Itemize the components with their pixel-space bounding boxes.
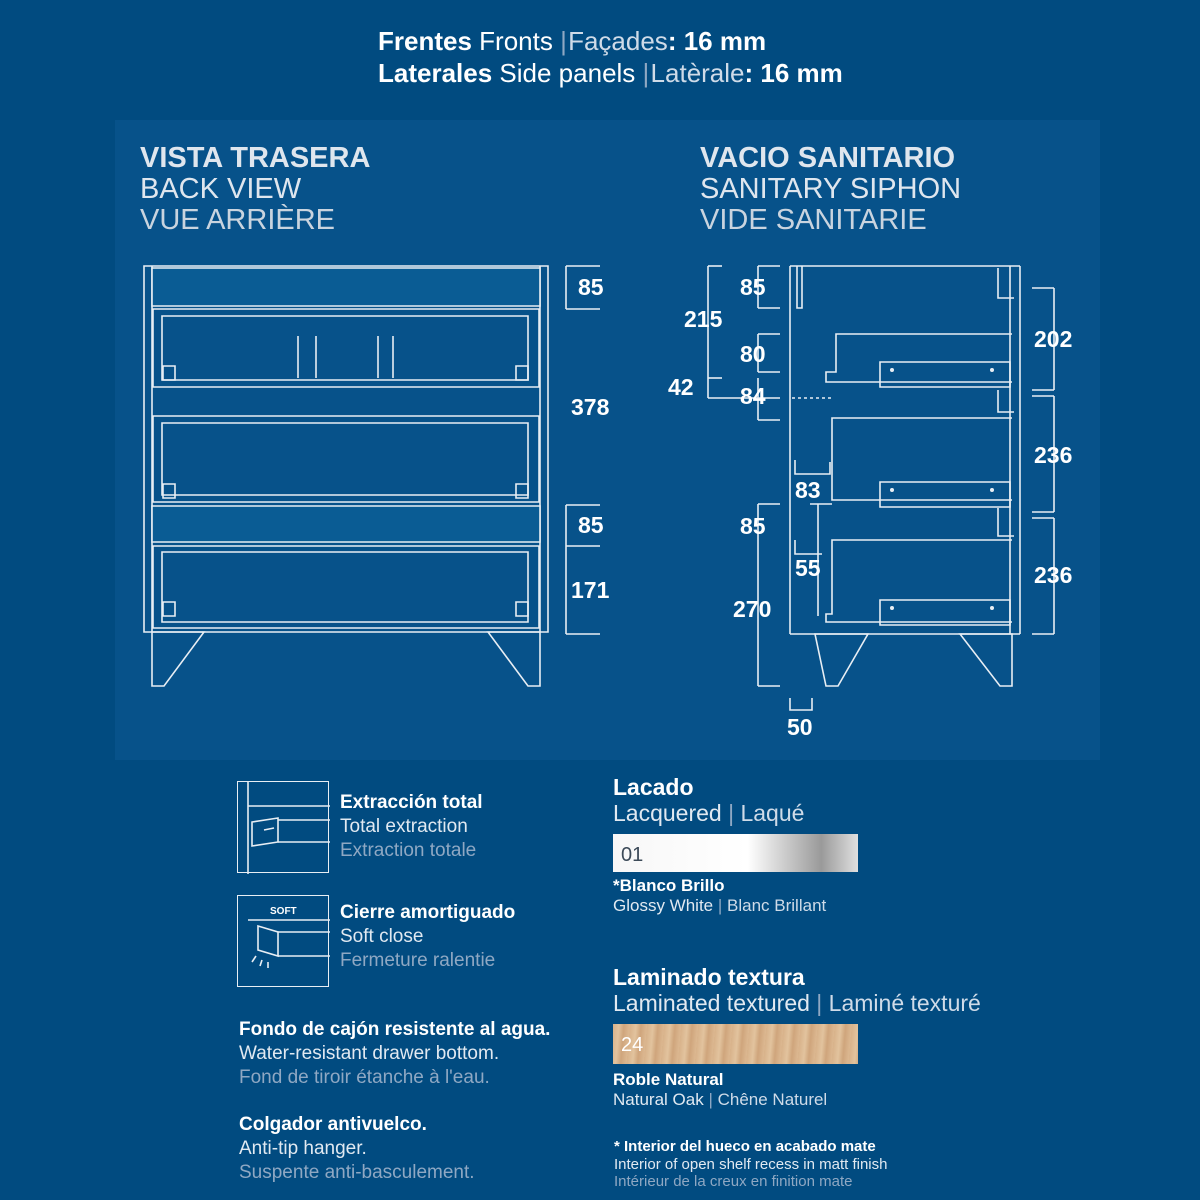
finish-laminated: [613, 964, 1043, 1110]
footnote-es: * Interior del hueco en acabado mate: [614, 1138, 876, 1155]
finish-2-subtitle: [613, 990, 1043, 1016]
siphon-leg-left: [815, 634, 868, 686]
siphon-dim-42: 42: [668, 374, 694, 400]
fronts-value: : 16 mm: [667, 26, 767, 56]
back-dim-85-top: 85: [578, 274, 604, 300]
fronts-sep: |: [560, 26, 567, 56]
siphon-dim-55: 55: [795, 555, 821, 581]
finish-lacquered: [613, 774, 1013, 916]
swatch-natural-oak: [613, 1024, 858, 1064]
finish-1-sub-fr: Laqué: [740, 800, 805, 826]
finish-1-name-fr: Blanc Brillant: [727, 896, 827, 915]
back-dim-171: 171: [571, 577, 610, 603]
side-en: Side panels: [499, 58, 636, 88]
finish-2-sep: |: [816, 990, 823, 1016]
siphon-dim-236-a: 236: [1034, 442, 1073, 468]
back-view-title-es: VISTA TRASERA: [140, 142, 371, 174]
finish-1-subtitle: [613, 800, 1013, 826]
soft-label: SOFT: [270, 906, 297, 917]
siphon-dim-80: 80: [740, 341, 766, 367]
finish-2-sub-fr: Laminé texturé: [828, 990, 981, 1016]
siphon-dim-236-b: 236: [1034, 562, 1073, 588]
finish-2-name-fr: Chêne Naturel: [717, 1090, 828, 1109]
finish-1-name-en: Glossy White: [613, 896, 714, 915]
note-anti-tip: [239, 1113, 475, 1185]
siphon-title-en: SANITARY SIPHON: [700, 173, 962, 205]
finish-1-sep: |: [728, 800, 735, 826]
siphon-dim-84: 84: [740, 383, 766, 409]
fronts-es: Frentes: [378, 26, 472, 56]
finish-2-name-en: Natural Oak: [613, 1090, 704, 1109]
swatch-2-code: 24: [621, 1034, 644, 1056]
note-1-fr: Fond de tiroir étanche à l'eau.: [239, 1067, 490, 1088]
footnote-fr: Intérieur de la creux en finition mate: [614, 1173, 853, 1190]
back-dim-85-mid: 85: [578, 512, 604, 538]
note-2-fr: Suspente anti-basculement.: [239, 1162, 475, 1183]
side-value: : 16 mm: [744, 58, 843, 88]
finish-1-sub-en: Lacquered: [613, 800, 722, 826]
full-extraction-icon: [237, 781, 329, 873]
footnote-en: Interior of open shelf recess in matt finish: [614, 1156, 888, 1173]
side-es: Laterales: [378, 58, 493, 88]
back-dim-378: 378: [571, 394, 610, 420]
note-1-es: Fondo de cajón resistente al agua.: [239, 1019, 551, 1040]
finish-1-heading: Lacado: [613, 774, 694, 800]
siphon-dim-83: 83: [795, 477, 821, 503]
siphon-leg-right: [960, 634, 1012, 686]
swatch-1-code: 01: [621, 844, 644, 866]
soft-close-icon: [237, 895, 329, 987]
feature-1-fr: Extraction totale: [340, 840, 477, 861]
fronts-en: Fronts: [479, 26, 553, 56]
finish-1-sub-names: [613, 896, 1013, 916]
footnote: [614, 1138, 887, 1190]
finish-2-name-sep: |: [708, 1090, 713, 1109]
feature-1-en: Total extraction: [340, 816, 468, 837]
swatch-glossy-white: [613, 834, 858, 872]
full-extraction-drawing: [238, 782, 330, 874]
feature-2-fr: Fermeture ralentie: [340, 950, 496, 971]
siphon-dim-50: 50: [787, 714, 813, 740]
note-water-resistant: [239, 1018, 550, 1090]
side-fr: Latèrale: [650, 58, 745, 88]
side-sep: |: [642, 58, 650, 88]
back-view-title-en: BACK VIEW: [140, 173, 302, 205]
back-view-title-fr: VUE ARRIÈRE: [140, 204, 335, 236]
feature-soft-close: [340, 901, 515, 973]
siphon-dim-270: 270: [733, 596, 772, 622]
feature-2-en: Soft close: [340, 926, 424, 947]
fronts-fr: Façades: [568, 26, 668, 56]
finish-2-name: Roble Natural: [613, 1070, 724, 1089]
note-1-en: Water-resistant drawer bottom.: [239, 1043, 500, 1064]
finish-2-sub-en: Laminated textured: [613, 990, 810, 1016]
finish-2-sub-names: [613, 1090, 1043, 1110]
siphon-dim-85-top: 85: [740, 274, 766, 300]
note-2-en: Anti-tip hanger.: [239, 1138, 367, 1159]
note-2-es: Colgador antivuelco.: [239, 1114, 427, 1135]
siphon-dim-202: 202: [1034, 326, 1073, 352]
feature-2-es: Cierre amortiguado: [340, 902, 516, 923]
siphon-title-es: VACIO SANITARIO: [700, 142, 956, 174]
siphon-title-fr: VIDE SANITARIE: [700, 204, 927, 236]
siphon-dim-85-low: 85: [740, 513, 766, 539]
siphon-dim-215: 215: [684, 306, 723, 332]
finish-1-name: *Blanco Brillo: [613, 876, 725, 895]
feature-full-extraction: [340, 791, 483, 863]
feature-1-es: Extracción total: [340, 792, 483, 813]
finish-1-name-sep: |: [717, 896, 723, 915]
finish-2-heading: Laminado textura: [613, 964, 805, 990]
